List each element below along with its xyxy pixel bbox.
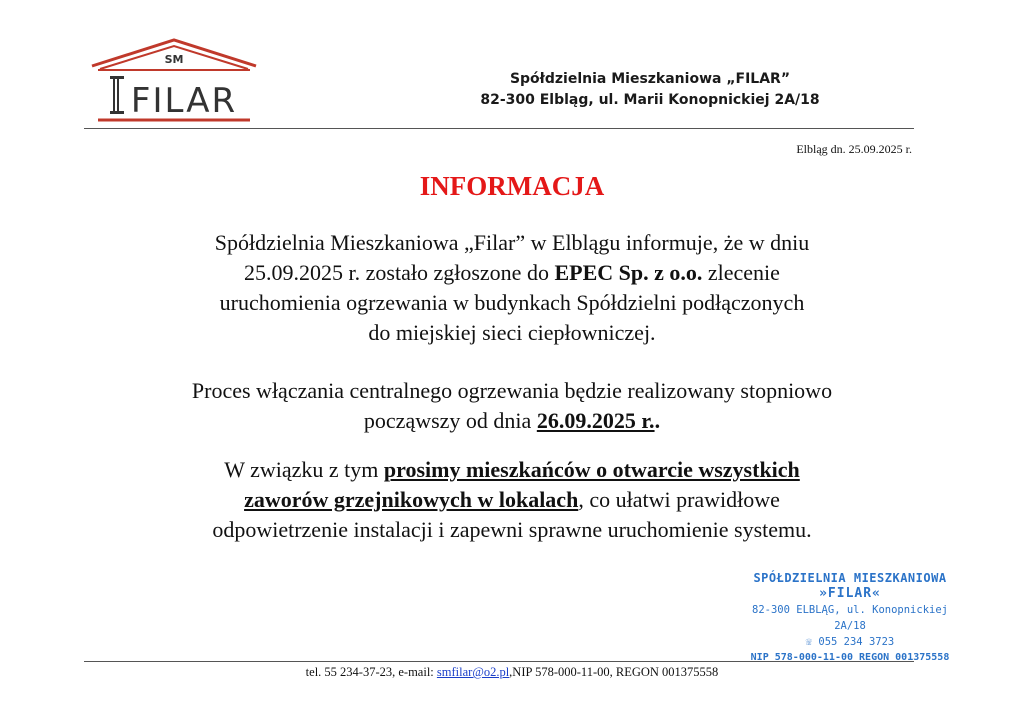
logo-name: FILAR (130, 81, 238, 121)
p3-line-2 (60, 485, 964, 515)
p3-line-1 (60, 455, 964, 485)
p3-line-3: odpowietrzenie instalacji i zapewni sprawne uruchomienie systemu. (212, 517, 812, 542)
p2-line-1: Proces włączania centralnego ogrzewania będzie realizowany stopniowo (191, 378, 833, 403)
org-address: 82-300 Elbląg, ul. Marii Konopnickiej 2A/18 (480, 92, 820, 108)
paragraph-process (60, 376, 964, 436)
paragraph-request (60, 455, 964, 545)
logo-badge: SM (164, 53, 184, 66)
stamp-line-2: »FILAR« (819, 586, 881, 601)
p3-line-2-text: , co ułatwi prawidłowe (578, 487, 780, 512)
stamp-line-4: ☏ 055 234 3723 (805, 636, 895, 648)
start-date: 26.09.2025 r. (536, 408, 655, 433)
request-highlight-1: prosimy mieszkańców o otwarcie wszystkich (383, 457, 800, 482)
p2-period: . (654, 408, 661, 433)
footer (0, 665, 1024, 680)
p1-line-2-end: zlecenie (702, 260, 780, 285)
p1-line-2 (60, 258, 964, 288)
date-line: Elbląg dn. 25.09.2025 r. (796, 142, 912, 156)
p1-line-1: Spółdzielnia Mieszkaniowa „Filar” w Elblągu informuje, że w dniu (214, 230, 810, 255)
footer-contact: tel. 55 234-37-23, e-mail: (305, 665, 437, 679)
stamp-line-3: 82-300 ELBLĄG, ul. Konopnickiej 2A/18 (752, 604, 948, 632)
p2-line-2 (60, 406, 964, 436)
company-name: EPEC Sp. z o.o. (554, 260, 703, 285)
footer-email-link[interactable]: smfilar@o2.pl (436, 665, 510, 679)
p1-line-2-text: 25.09.2025 r. zostało zgłoszone do (244, 260, 555, 285)
p1-line-3: uruchomienia ogrzewania w budynkach Spółdzielni podłączonych (219, 290, 805, 315)
p2-line-2-text: począwszy od dnia (363, 408, 537, 433)
p1-line-4: do miejskiej sieci ciepłowniczej. (368, 320, 656, 345)
stamp-line-1: SPÓŁDZIELNIA MIESZKANIOWA (753, 571, 947, 585)
request-highlight-2: zaworów grzejnikowych w lokalach (244, 487, 579, 512)
header-divider (84, 128, 914, 129)
org-name: Spółdzielnia Mieszkaniowa „FILAR” (509, 71, 791, 87)
paragraph-announcement (60, 228, 964, 348)
footer-divider (84, 661, 914, 662)
footer-ids: ,NIP 578-000-11-00, REGON 001375558 (509, 665, 719, 679)
filar-logo (90, 38, 258, 124)
p3-line-1-text: W związku z tym (224, 457, 384, 482)
company-stamp (745, 570, 955, 666)
stamp-line-5: NIP 578-000-11-00 REGON 001375558 (750, 652, 950, 663)
page-title: INFORMACJA (419, 171, 605, 201)
